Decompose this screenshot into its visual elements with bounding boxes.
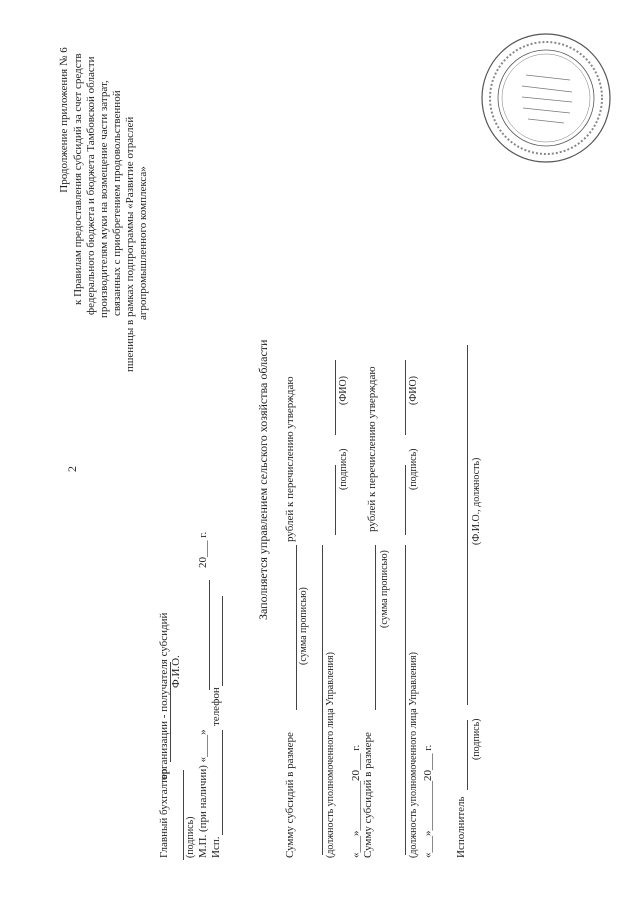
page-number: 2 — [65, 466, 79, 472]
fio-line-1[interactable] — [335, 360, 336, 435]
fio-caption-2: (ФИО) — [408, 375, 419, 405]
signature-caption-2: (подпись) — [408, 448, 419, 490]
amount-line-2[interactable] — [375, 545, 376, 710]
year-label: 20___ г. — [197, 531, 209, 568]
approve-suffix-2: рублей к перечислению утверждаю — [366, 366, 378, 532]
header-line-6: пшеницы в рамках подпрограммы «Развитие отраслей — [124, 116, 136, 372]
executor-signature-line[interactable] — [467, 720, 468, 790]
header-line-3: федерального бюджета и бюджета Тамбовской области — [85, 56, 97, 315]
executor-name-line[interactable] — [467, 345, 468, 705]
official-position-caption-1: (должность уполномоченного лица Управления) — [325, 652, 336, 858]
amount-in-words-caption-2: (сумма прописью) — [379, 550, 390, 628]
executor-name-position-caption: (Ф.И.О., должность) — [471, 457, 482, 545]
phone-line — [222, 596, 223, 686]
chief-accountant-label: Главный бухгалтер — [158, 768, 170, 858]
fio-caption-1: (ФИО) — [338, 375, 349, 405]
executor-label: Исполнитель — [455, 796, 467, 858]
executor-signature-caption: (подпись) — [471, 718, 482, 760]
date-line — [209, 580, 210, 690]
executor-line — [222, 730, 223, 835]
appendix-title: Продолжение приложения № 6 — [58, 47, 70, 193]
phone-label: телефон — [210, 687, 222, 726]
position-line-2[interactable] — [405, 545, 406, 855]
recipient-org-label: организации - получателя субсидий — [158, 612, 170, 780]
position-line-1[interactable] — [322, 545, 323, 855]
signature-caption: (подпись) — [185, 816, 196, 858]
stamp-label: М.П. (при наличии) «____» — [197, 729, 209, 858]
sign-line-2[interactable] — [405, 465, 406, 535]
date-line-2: «___»_________20___ г. — [422, 744, 434, 858]
header-line-4: производителям муки на возмещение части затрат, — [98, 80, 110, 318]
subsidy-amount-label-1: Сумму субсидий в размере — [284, 732, 296, 858]
sign-line-1[interactable] — [335, 465, 336, 535]
management-section-title: Заполняется управлением сельского хозяйства области — [256, 339, 270, 620]
date-line-1: «___»_________20___ г. — [350, 744, 362, 858]
fio-caption: Ф.И.О. — [170, 655, 182, 688]
signature-caption-1: (подпись) — [338, 448, 349, 490]
executor-prefix: Исп. — [210, 836, 222, 858]
approve-suffix-1: рублей к перечислению утверждаю — [284, 376, 296, 542]
header-line-2: к Правилам предоставления субсидий за счет средств — [72, 53, 84, 305]
header-line-7: агропромышленного комплекса» — [137, 166, 149, 320]
official-position-caption-2: (должность уполномоченного лица Управления) — [408, 652, 419, 858]
amount-in-words-caption-1: (сумма прописью) — [298, 587, 309, 665]
header-line-5: связанных с приобретением продовольственной — [111, 90, 123, 316]
subsidy-amount-label-2: Сумму субсидий в размере — [362, 732, 374, 858]
fio-line-2[interactable] — [405, 360, 406, 435]
official-seal-icon — [478, 30, 614, 166]
